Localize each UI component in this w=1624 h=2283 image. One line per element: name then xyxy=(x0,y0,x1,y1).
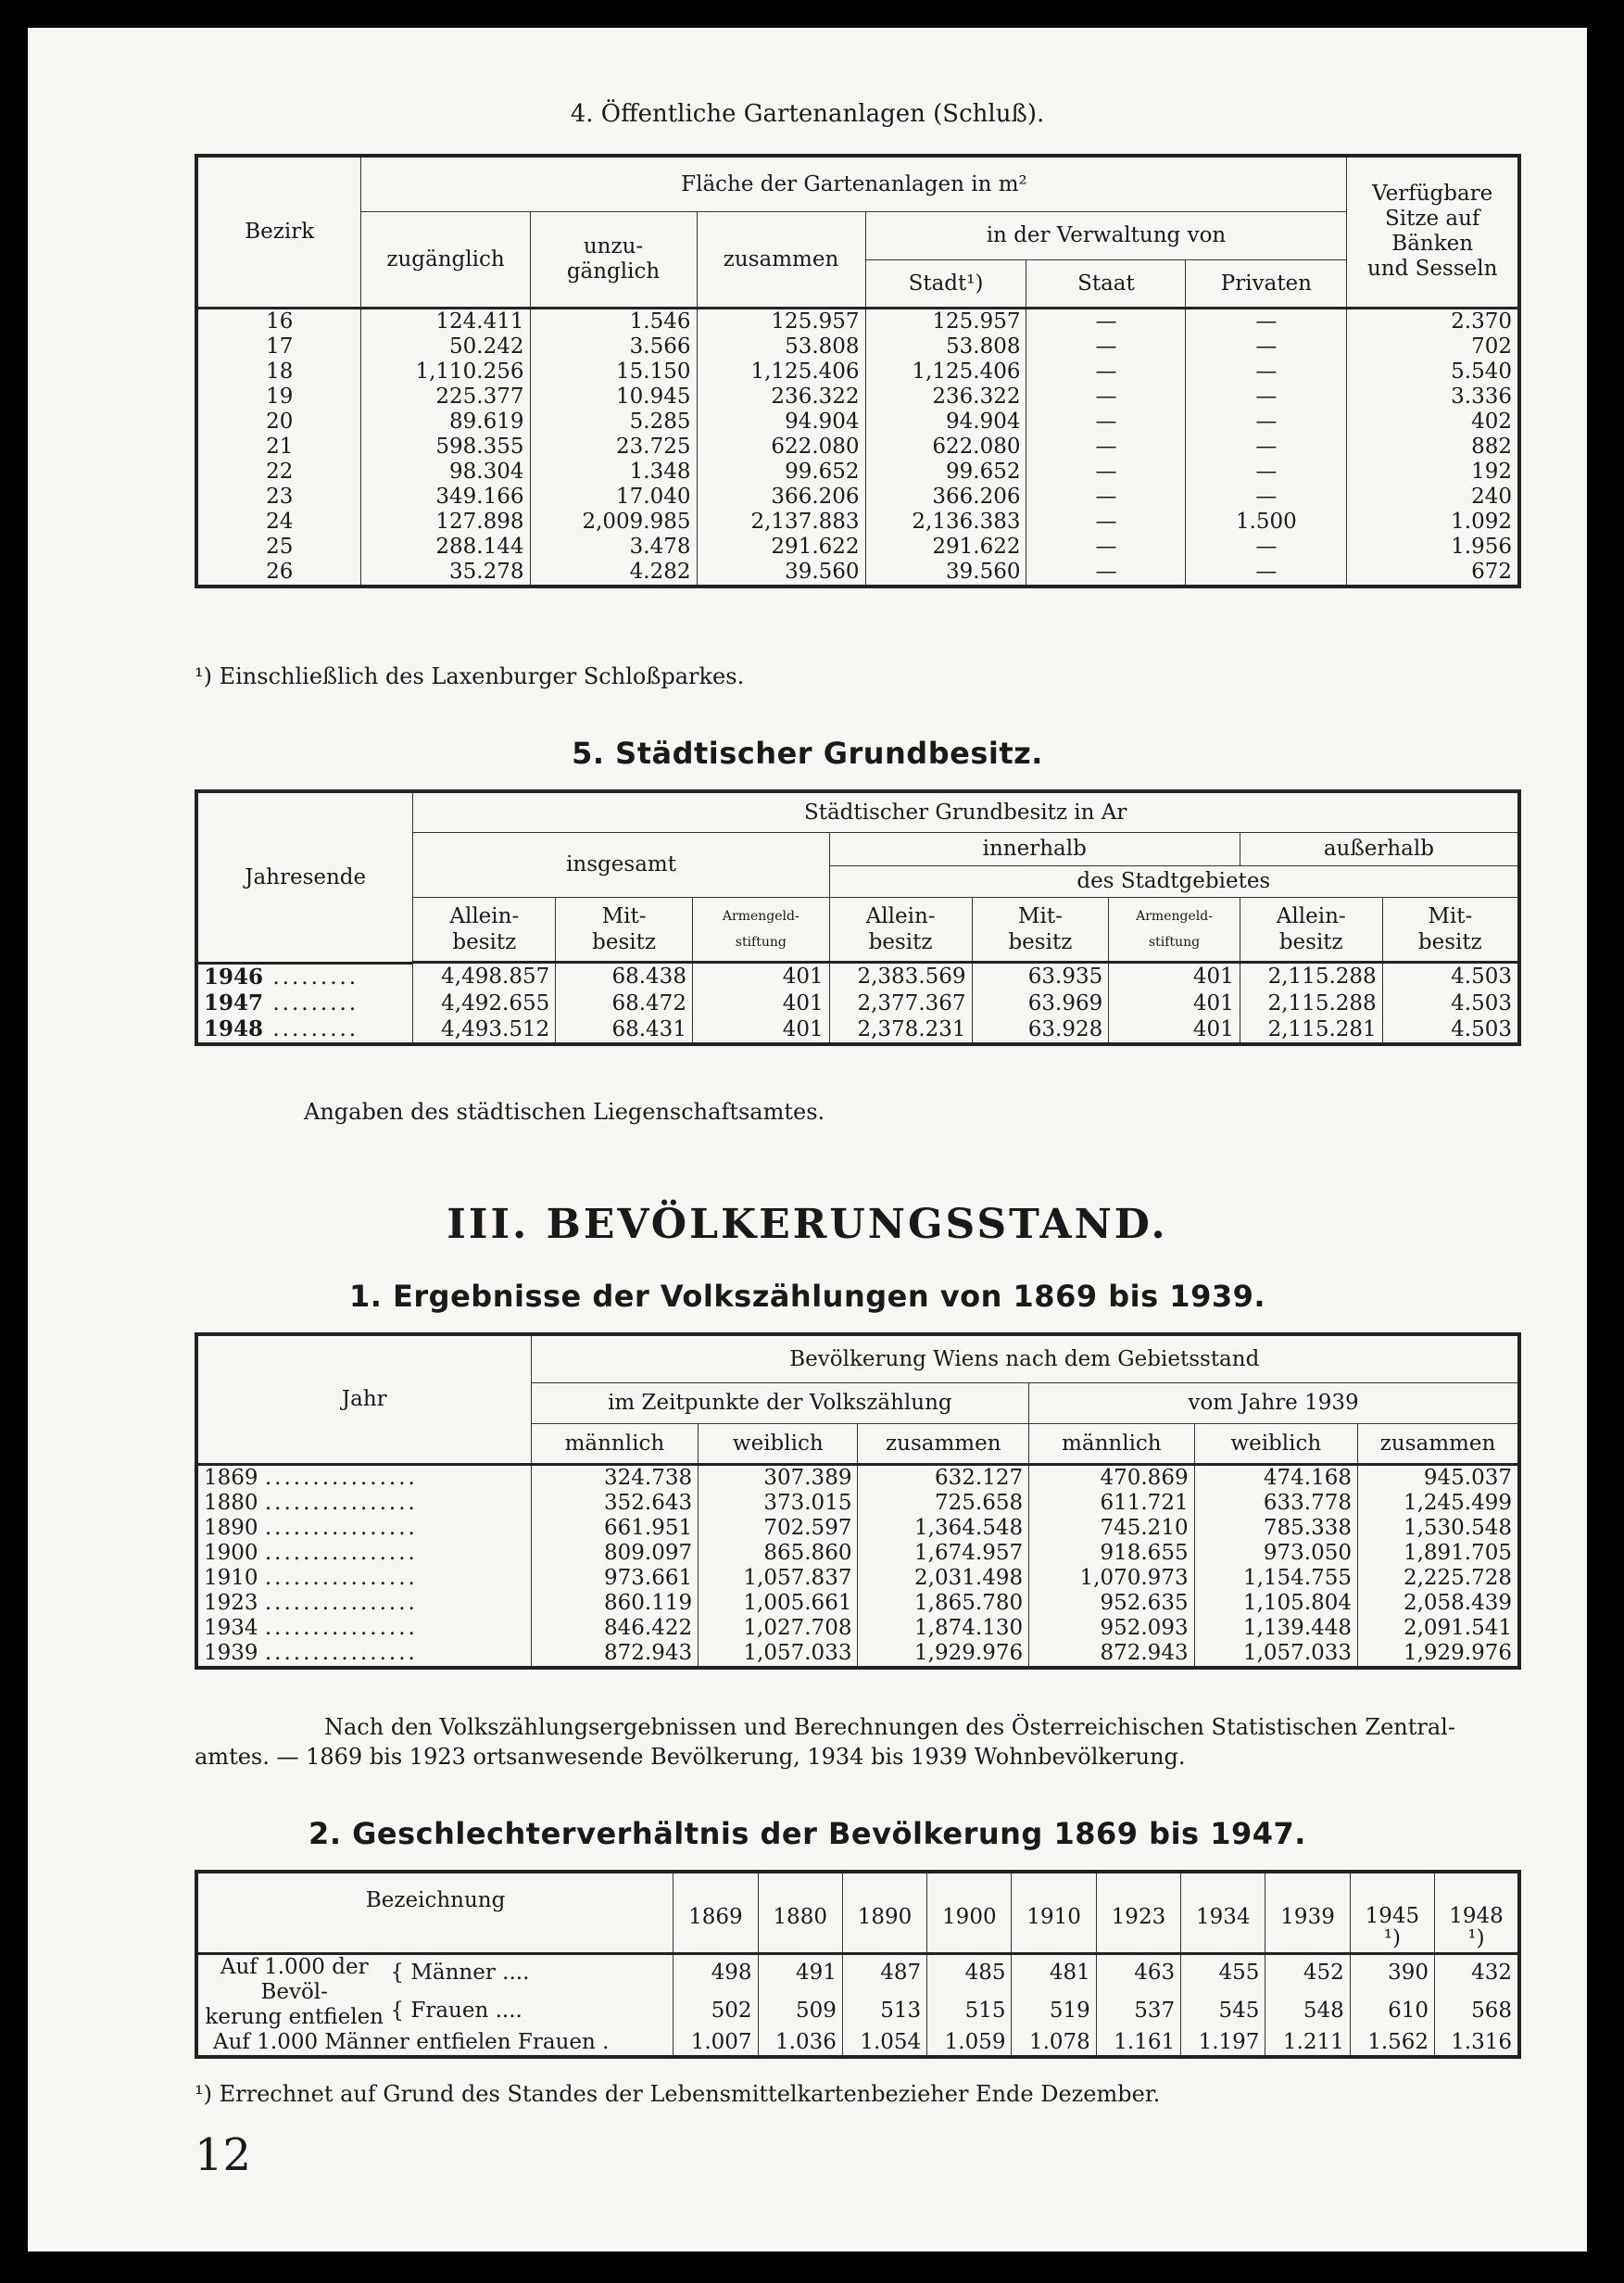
table-row xyxy=(196,410,1519,435)
table-cell: 860.119 xyxy=(531,1591,699,1616)
table-row xyxy=(196,560,1519,587)
table-cell: 846.422 xyxy=(531,1616,699,1641)
garten-header-flaeche: Fläche der Gartenanlagen in m² xyxy=(361,156,1347,211)
table-cell: 390 xyxy=(1350,1953,1434,1992)
table-cell: 53.808 xyxy=(697,334,865,359)
volkszaehlung-note: Nach den Volkszählungsergebnissen und Berechnungen des Österreichischen Statistischen Zentral- amtes. — 1869 bis 1923 ortsanwesende Bevölkerung, 1934 bis 1939 Wohnbevölkerung. xyxy=(195,1714,1455,1770)
geschlecht-header-1945: 1945 ¹) xyxy=(1350,1872,1434,1953)
table-cell: 513 xyxy=(842,1992,926,2029)
table-cell: — xyxy=(1186,560,1347,587)
table-cell: 94.904 xyxy=(697,410,865,435)
table-cell: 1.562 xyxy=(1350,2030,1434,2057)
table-cell: 702 xyxy=(1347,334,1519,359)
table-cell: — xyxy=(1026,485,1186,510)
table-cell: 125.957 xyxy=(697,308,865,334)
garten-header-zusammen: zusammen xyxy=(697,211,865,308)
table-cell: 1,110.256 xyxy=(361,359,530,385)
table-cell: — xyxy=(1186,334,1347,359)
geschlecht-header-year: 1910 xyxy=(1012,1872,1096,1953)
table-cell: 16 xyxy=(266,309,294,334)
table-cell: 1,057.837 xyxy=(699,1566,858,1591)
table-cell: 366.206 xyxy=(697,485,865,510)
table-cell: 502 xyxy=(674,1992,758,2029)
table-cell: 401 xyxy=(692,1016,829,1044)
table-cell: 1,139.448 xyxy=(1194,1616,1357,1641)
table-cell: 1,929.976 xyxy=(1358,1641,1519,1668)
table-row xyxy=(196,435,1519,460)
geschlecht-header-year: 1880 xyxy=(758,1872,842,1953)
table-cell: 945.037 xyxy=(1358,1464,1519,1491)
volkszaehlung-header-w2: weiblich xyxy=(1194,1423,1357,1464)
geschlecht-header-bezeichnung: Bezeichnung xyxy=(196,1872,674,1953)
table-cell: 485 xyxy=(927,1953,1012,1992)
table-cell: 1.348 xyxy=(530,460,697,485)
table-cell: 1,891.705 xyxy=(1358,1541,1519,1566)
table-cell: 68.472 xyxy=(556,990,693,1016)
grundbesitz-header-main: Städtischer Grundbesitz in Ar xyxy=(413,791,1519,832)
table-cell: 240 xyxy=(1347,485,1519,510)
table-row xyxy=(196,1541,1519,1566)
year-label: 1948 ......... xyxy=(204,1016,359,1041)
table-cell: 4,493.512 xyxy=(413,1016,556,1044)
garten-header-verwaltung: in der Verwaltung von xyxy=(865,211,1347,259)
table-cell: 4.503 xyxy=(1382,990,1519,1016)
table-cell: 4,498.857 xyxy=(413,964,556,991)
table-cell: 1.316 xyxy=(1435,2030,1519,2057)
table-row xyxy=(196,385,1519,410)
garten-title: 4. Öffentliche Gartenanlagen (Schluß). xyxy=(570,100,1045,128)
geschlecht-header-year: 1890 xyxy=(842,1872,926,1953)
table-cell: — xyxy=(1186,485,1347,510)
table-cell: 2,115.288 xyxy=(1240,990,1382,1016)
table-row xyxy=(196,510,1519,535)
table-cell: 401 xyxy=(692,964,829,991)
table-cell: 1.036 xyxy=(758,2030,842,2057)
table-cell: 2,115.288 xyxy=(1240,964,1382,991)
table-cell: 611.721 xyxy=(1029,1491,1194,1516)
table-cell: 2,378.231 xyxy=(829,1016,972,1044)
grundbesitz-header-allein-inner: Allein- besitz xyxy=(829,897,972,962)
table-cell: 19 xyxy=(266,384,294,409)
table-row xyxy=(196,1516,1519,1541)
table-cell: — xyxy=(1026,385,1186,410)
section-title: III. BEVÖLKERUNGSSTAND. xyxy=(447,1201,1168,1248)
table-cell: 1.211 xyxy=(1265,2030,1350,2057)
table-cell: 1.078 xyxy=(1012,2030,1096,2057)
table-cell: 25 xyxy=(266,534,294,559)
table-cell: 1,245.499 xyxy=(1358,1491,1519,1516)
table-cell: — xyxy=(1186,385,1347,410)
table-cell: 872.943 xyxy=(1029,1641,1194,1668)
table-cell: 598.355 xyxy=(361,435,530,460)
table-cell: — xyxy=(1026,308,1186,334)
table-cell: 537 xyxy=(1096,1992,1180,2029)
table-cell: 401 xyxy=(1109,990,1240,1016)
geschlecht-header-year: 1900 xyxy=(927,1872,1012,1953)
table-cell: 23 xyxy=(266,484,294,509)
year-label: 1890 ................ xyxy=(204,1515,418,1540)
table-cell: 661.951 xyxy=(531,1516,699,1541)
table-cell: 882 xyxy=(1347,435,1519,460)
table-cell: 2,091.541 xyxy=(1358,1616,1519,1641)
table-cell: 15.150 xyxy=(530,359,697,385)
table-cell: 2,377.367 xyxy=(829,990,972,1016)
table-cell: 50.242 xyxy=(361,334,530,359)
table-cell: 39.560 xyxy=(865,560,1026,587)
grundbesitz-header-allein: Allein- besitz xyxy=(413,897,556,962)
table-cell: 324.738 xyxy=(531,1464,699,1491)
table-cell: 236.322 xyxy=(865,385,1026,410)
grundbesitz-header-mit-ausser: Mit- besitz xyxy=(1382,897,1519,962)
garten-header-bezirk: Bezirk xyxy=(196,156,361,308)
table-cell: — xyxy=(1026,359,1186,385)
table-cell: 1,057.033 xyxy=(699,1641,858,1668)
table-cell: 5.285 xyxy=(530,410,697,435)
table-cell: 94.904 xyxy=(865,410,1026,435)
table-cell: 1,057.033 xyxy=(1194,1641,1357,1668)
geschlecht-header-year: 1869 xyxy=(674,1872,758,1953)
geschlecht-rows xyxy=(196,1953,1519,2057)
table-cell: 725.658 xyxy=(858,1491,1029,1516)
table-cell: — xyxy=(1186,535,1347,560)
table-cell: 2,058.439 xyxy=(1358,1591,1519,1616)
volkszaehlung-header-zeitpunkt: im Zeitpunkte der Volkszählung xyxy=(531,1382,1029,1423)
table-cell: 872.943 xyxy=(531,1641,699,1668)
table-cell: 5.540 xyxy=(1347,359,1519,385)
table-cell: 973.050 xyxy=(1194,1541,1357,1566)
table-cell: 509 xyxy=(758,1992,842,2029)
table-row xyxy=(196,1566,1519,1591)
table-cell: — xyxy=(1186,308,1347,334)
volkszaehlung-header-z2: zusammen xyxy=(1358,1423,1519,1464)
table-cell: 865.860 xyxy=(699,1541,858,1566)
table-cell: 973.661 xyxy=(531,1566,699,1591)
table-cell: 3.566 xyxy=(530,334,697,359)
table-cell: 53.808 xyxy=(865,334,1026,359)
table-cell: 1,027.708 xyxy=(699,1616,858,1641)
table-cell: 2,137.883 xyxy=(697,510,865,535)
table-row xyxy=(196,1591,1519,1616)
table-cell: — xyxy=(1026,334,1186,359)
table-cell: 1.546 xyxy=(530,308,697,334)
table-cell: 632.127 xyxy=(858,1464,1029,1491)
table-cell: 3.336 xyxy=(1347,385,1519,410)
garten-header-stadt: Stadt¹) xyxy=(865,259,1026,308)
table-cell: 2.370 xyxy=(1347,308,1519,334)
table-cell: 1,070.973 xyxy=(1029,1566,1194,1591)
geschlecht-title: 2. Geschlechterverhältnis der Bevölkerung 1869 bis 1947. xyxy=(308,1816,1306,1851)
table-cell: 2,031.498 xyxy=(858,1566,1029,1591)
table-cell: 1,105.804 xyxy=(1194,1591,1357,1616)
table-row xyxy=(196,308,1519,334)
table-cell: — xyxy=(1026,535,1186,560)
grundbesitz-header-armen: Armengeld- stiftung xyxy=(692,897,829,962)
year-label: 1869 ................ xyxy=(204,1465,418,1490)
table-row xyxy=(196,1491,1519,1516)
table-cell: 21 xyxy=(266,434,294,459)
grundbesitz-header-insgesamt: insgesamt xyxy=(413,832,829,897)
table-cell: 470.869 xyxy=(1029,1464,1194,1491)
table-cell: 10.945 xyxy=(530,385,697,410)
table-cell: 373.015 xyxy=(699,1491,858,1516)
table-cell: 545 xyxy=(1181,1992,1265,2029)
garten-header-staat: Staat xyxy=(1026,259,1186,308)
table-cell: 672 xyxy=(1347,560,1519,587)
year-label: 1910 ................ xyxy=(204,1565,418,1590)
geschlecht-label-ratio: Auf 1.000 Männer entfielen Frauen . xyxy=(213,2029,610,2054)
table-cell: — xyxy=(1186,359,1347,385)
table-cell: 2,383.569 xyxy=(829,964,972,991)
year-label: 1880 ................ xyxy=(204,1490,418,1515)
grundbesitz-header-innerhalb: innerhalb xyxy=(829,832,1240,865)
table-row xyxy=(196,990,1519,1016)
table-cell: 349.166 xyxy=(361,485,530,510)
table-cell: 17.040 xyxy=(530,485,697,510)
table-cell: — xyxy=(1026,410,1186,435)
garten-header-zugaenglich: zugänglich xyxy=(361,211,530,308)
table-cell: 610 xyxy=(1350,1992,1434,2029)
table-cell: 633.778 xyxy=(1194,1491,1357,1516)
table-cell: — xyxy=(1186,410,1347,435)
table-cell: 952.093 xyxy=(1029,1616,1194,1641)
table-cell: 17 xyxy=(266,334,294,359)
table-cell: 487 xyxy=(842,1953,926,1992)
geschlecht-footnote: ¹) Errechnet auf Grund des Standes der Lebensmittelkartenbezieher Ende Dezember. xyxy=(195,2081,1161,2107)
table-cell: 35.278 xyxy=(361,560,530,587)
geschlecht-header-year: 1923 xyxy=(1096,1872,1180,1953)
table-cell: 1,929.976 xyxy=(858,1641,1029,1668)
table-cell: 1,364.548 xyxy=(858,1516,1029,1541)
table-cell: 89.619 xyxy=(361,410,530,435)
table-cell: 125.957 xyxy=(865,308,1026,334)
geschlecht-label-maenner: { Männer .... xyxy=(390,1961,530,1986)
table-cell: 2,009.985 xyxy=(530,510,697,535)
table-row xyxy=(196,535,1519,560)
table-cell: 1.500 xyxy=(1186,510,1347,535)
page-number: 12 xyxy=(195,2129,252,2181)
table-cell: 124.411 xyxy=(361,308,530,334)
table-row xyxy=(196,1464,1519,1491)
table-cell: — xyxy=(1186,435,1347,460)
table-row xyxy=(196,460,1519,485)
table-cell: 1.059 xyxy=(927,2030,1012,2057)
table-cell: 809.097 xyxy=(531,1541,699,1566)
table-cell: 192 xyxy=(1347,460,1519,485)
grundbesitz-header-jahresende: Jahresende xyxy=(196,791,413,964)
table-cell: 26 xyxy=(266,559,294,584)
table-cell: 1,874.130 xyxy=(858,1616,1029,1641)
table-cell: 515 xyxy=(927,1992,1012,2029)
table-cell: 474.168 xyxy=(1194,1464,1357,1491)
garten-header-sitze: Verfügbare Sitze auf Bänken und Sesseln xyxy=(1347,156,1519,308)
volkszaehlung-header-vomjahr: vom Jahre 1939 xyxy=(1029,1382,1519,1423)
table-cell: 402 xyxy=(1347,410,1519,435)
table-cell: 3.478 xyxy=(530,535,697,560)
table-cell: 352.643 xyxy=(531,1491,699,1516)
grundbesitz-header-stadtgebiet: des Stadtgebietes xyxy=(829,865,1519,897)
grundbesitz-header-ausserhalb: außerhalb xyxy=(1240,832,1519,865)
table-cell: 702.597 xyxy=(699,1516,858,1541)
garten-rows xyxy=(196,308,1519,587)
table-cell: 1.197 xyxy=(1181,2030,1265,2057)
table-cell: 401 xyxy=(1109,964,1240,991)
table-cell: 785.338 xyxy=(1194,1516,1357,1541)
table-cell: 1,530.548 xyxy=(1358,1516,1519,1541)
table-cell: 68.438 xyxy=(556,964,693,991)
table-cell: 23.725 xyxy=(530,435,697,460)
table-cell: 225.377 xyxy=(361,385,530,410)
table-cell: 98.304 xyxy=(361,460,530,485)
table-row xyxy=(196,334,1519,359)
table-cell: 1,154.755 xyxy=(1194,1566,1357,1591)
table-cell: 288.144 xyxy=(361,535,530,560)
volkszaehlung-header-m1: männlich xyxy=(531,1423,699,1464)
volkszaehlung-header-main: Bevölkerung Wiens nach dem Gebietsstand xyxy=(531,1334,1519,1382)
table-cell: 455 xyxy=(1181,1953,1265,1992)
table-cell: 291.622 xyxy=(865,535,1026,560)
table-row xyxy=(196,1016,1519,1044)
volkszaehlung-header-w1: weiblich xyxy=(699,1423,858,1464)
table-cell: 4.282 xyxy=(530,560,697,587)
volkszaehlung-header-jahr: Jahr xyxy=(196,1334,531,1464)
table-cell: 622.080 xyxy=(697,435,865,460)
table-cell: — xyxy=(1026,560,1186,587)
garten-header-privaten: Privaten xyxy=(1186,259,1347,308)
table-cell: 1,125.406 xyxy=(865,359,1026,385)
table-cell: 568 xyxy=(1435,1992,1519,2029)
table-cell: — xyxy=(1026,460,1186,485)
geschlecht-label-frauen: { Frauen .... xyxy=(390,1998,522,2023)
grundbesitz-title: 5. Städtischer Grundbesitz. xyxy=(572,736,1043,771)
table-cell: 68.431 xyxy=(556,1016,693,1044)
geschlecht-header-year: 1934 xyxy=(1181,1872,1265,1953)
table-cell: 22 xyxy=(266,459,294,484)
table-row xyxy=(196,1616,1519,1641)
table-cell: 307.389 xyxy=(699,1464,858,1491)
geschlecht-header-year: 1939 xyxy=(1265,1872,1350,1953)
grundbesitz-note: Angaben des städtischen Liegenschaftsamtes. xyxy=(304,1099,825,1125)
table-cell: 18 xyxy=(266,359,294,384)
table-cell: — xyxy=(1186,460,1347,485)
table-cell: 99.652 xyxy=(865,460,1026,485)
table-cell: 4,492.655 xyxy=(413,990,556,1016)
table-cell: 519 xyxy=(1012,1992,1096,2029)
table-cell: 63.935 xyxy=(972,964,1109,991)
table-row xyxy=(196,485,1519,510)
table-cell: 1.054 xyxy=(842,2030,926,2057)
table-cell: 1,674.957 xyxy=(858,1541,1029,1566)
document-page xyxy=(28,28,1587,2251)
table-cell: 463 xyxy=(1096,1953,1180,1992)
table-cell: 481 xyxy=(1012,1953,1096,1992)
grundbesitz-header-armen-inner: Armengeld- stiftung xyxy=(1109,897,1240,962)
table-cell: 401 xyxy=(692,990,829,1016)
table-row xyxy=(196,964,1519,991)
year-label: 1934 ................ xyxy=(204,1615,418,1640)
garten-footnote: ¹) Einschließlich des Laxenburger Schloßparkes. xyxy=(195,663,745,689)
year-label: 1946 ......... xyxy=(204,965,359,990)
table-cell: 918.655 xyxy=(1029,1541,1194,1566)
volkszaehlung-header-m2: männlich xyxy=(1029,1423,1194,1464)
table-cell: 498 xyxy=(674,1953,758,1992)
table-cell: 1,865.780 xyxy=(858,1591,1029,1616)
grundbesitz-table xyxy=(195,789,1521,1046)
volkszaehlung-rows xyxy=(196,1464,1519,1668)
table-cell: 2,115.281 xyxy=(1240,1016,1382,1044)
table-cell: — xyxy=(1026,510,1186,535)
table-row xyxy=(196,359,1519,385)
table-cell: 127.898 xyxy=(361,510,530,535)
table-cell: 99.652 xyxy=(697,460,865,485)
table-cell: 432 xyxy=(1435,1953,1519,1992)
table-cell: 1.956 xyxy=(1347,535,1519,560)
year-label: 1900 ................ xyxy=(204,1540,418,1565)
year-label: 1947 ......... xyxy=(204,990,359,1015)
year-label: 1939 ................ xyxy=(204,1640,418,1665)
table-cell: 4.503 xyxy=(1382,1016,1519,1044)
grundbesitz-header-mit-inner: Mit- besitz xyxy=(972,897,1109,962)
volkszaehlung-table xyxy=(195,1332,1521,1670)
geschlecht-header-1948: 1948 ¹) xyxy=(1435,1872,1519,1953)
grundbesitz-rows xyxy=(196,964,1519,1045)
year-label: 1923 ................ xyxy=(204,1590,418,1615)
table-cell: 39.560 xyxy=(697,560,865,587)
table-cell: 366.206 xyxy=(865,485,1026,510)
garten-header-unzugaenglich: unzu- gänglich xyxy=(530,211,697,308)
table-cell: 4.503 xyxy=(1382,964,1519,991)
table-cell: 1,125.406 xyxy=(697,359,865,385)
table-cell: 548 xyxy=(1265,1992,1350,2029)
table-row xyxy=(196,1641,1519,1668)
table-cell: 622.080 xyxy=(865,435,1026,460)
table-cell: 24 xyxy=(266,509,294,534)
volkszaehlung-title: 1. Ergebnisse der Volkszählungen von 1869 bis 1939. xyxy=(348,1279,1266,1314)
table-cell: 63.928 xyxy=(972,1016,1109,1044)
geschlecht-table xyxy=(195,1870,1521,2059)
table-cell: 491 xyxy=(758,1953,842,1992)
table-cell: 291.622 xyxy=(697,535,865,560)
table-cell: 952.635 xyxy=(1029,1591,1194,1616)
garten-table xyxy=(195,154,1521,588)
geschlecht-label-bevoelkerung: Auf 1.000 der Bevöl- kerung entfielen xyxy=(205,1954,384,2029)
table-cell: 1.092 xyxy=(1347,510,1519,535)
table-cell: 63.969 xyxy=(972,990,1109,1016)
table-cell: 745.210 xyxy=(1029,1516,1194,1541)
table-cell: 20 xyxy=(266,409,294,434)
table-cell: 2,225.728 xyxy=(1358,1566,1519,1591)
table-cell: 452 xyxy=(1265,1953,1350,1992)
table-cell: 1,005.661 xyxy=(699,1591,858,1616)
table-cell: — xyxy=(1026,435,1186,460)
grundbesitz-header-allein-ausser: Allein- besitz xyxy=(1240,897,1382,962)
volkszaehlung-header-z1: zusammen xyxy=(858,1423,1029,1464)
table-cell: 1.161 xyxy=(1096,2030,1180,2057)
grundbesitz-header-mit: Mit- besitz xyxy=(556,897,693,962)
table-cell: 1.007 xyxy=(674,2030,758,2057)
table-cell: 2,136.383 xyxy=(865,510,1026,535)
table-cell: 401 xyxy=(1109,1016,1240,1044)
table-cell: 236.322 xyxy=(697,385,865,410)
